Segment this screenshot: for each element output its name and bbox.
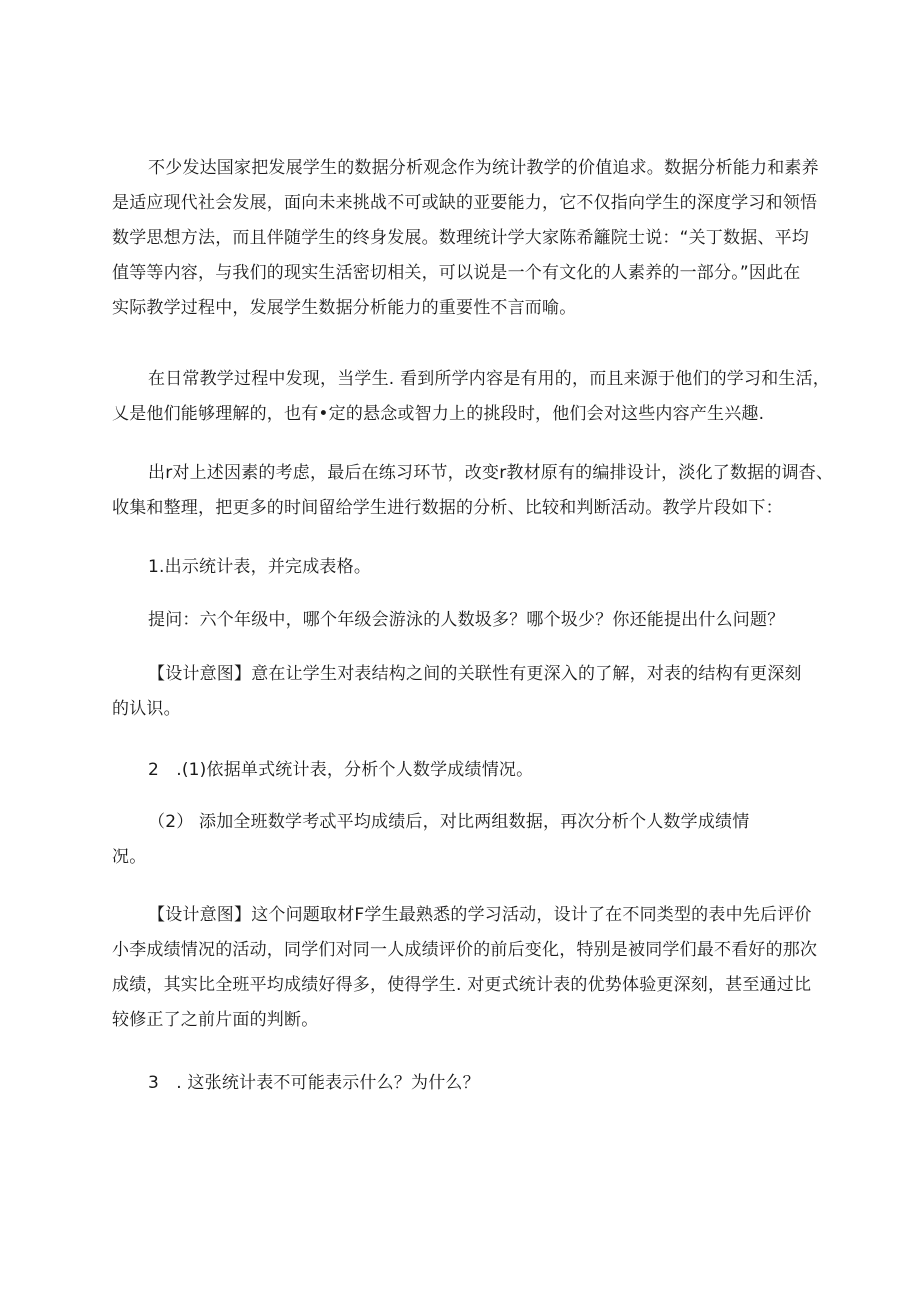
text-line: 况。 [112, 847, 147, 867]
paragraph-design [112, 456, 834, 526]
question-1 [112, 603, 812, 638]
text-line: 数学思想方法，而且伴随学生的终身发展。数理统计学大家陈希籬院士说：“关丁数据、平均 [112, 228, 810, 248]
paragraph-observation [112, 362, 831, 432]
list-item-2 [112, 753, 812, 788]
text-line: 小李成绩情况的活动，同学们对同一人成绩评价的前后变化，特别是被同学们最不看好的那次 [112, 940, 818, 960]
list-item-1 [112, 550, 812, 585]
list-item-3 [112, 1066, 812, 1101]
text-line: 【设计意图】意在让学生对表结构之间的关联性有更深入的了解，对表的结构有更深刻 [148, 664, 802, 684]
text-line: 乂是他们能够理解的，也有•定的悬念或智力上的挑段时，他们会对这些内容产生兴趣. [112, 404, 765, 424]
text-line: 是适应现代社会发展，面向未来挑战不可或缺的亚要能力，它不仅指向学生的深度学习和领悟 [112, 193, 818, 213]
text-line: 提问：六个年级中，哪个年级会游泳的人数圾多？哪个圾少？你还能提出什么问题？ [148, 610, 785, 630]
text-line: 不少发达国家把发展学生的数据分析观念作为统计教学的价值追求。数据分析能力和素养 [148, 158, 819, 178]
text-line: 成绩，其实比全班平均成绩好得多，使得学生. 对更式统计表的优势体验更深刻，甚至通过比 [112, 975, 812, 995]
text-line: 收集和整理，把更多的时间留给学生进行数据的分析、比较和判断活动。教学片段如下： [112, 498, 783, 518]
text-line: 实际教学过程中，发展学生数据分析能力的重要性不言而喻。 [112, 298, 577, 318]
list-item-2-sub [112, 805, 812, 875]
design-intent-2 [112, 898, 818, 1038]
text-line: 出r对上述因素的考虑，最后在练习环节，改变r教材原有的编排设计，淡化了数据的调杳、 [148, 463, 834, 483]
text-line: （2） 添加全班数学考忒平均成绩后，对比两组数据，再次分析个人数学成绩情 [148, 812, 750, 832]
text-line: 在日常教学过程中发现，当学生. 看到所学内容是有用的，而且来源于他们的学习和生活， [148, 369, 831, 389]
design-intent-1 [112, 657, 812, 727]
text-line: 2 .(1)依据单式统计表，分析个人数学成绩情况。 [148, 760, 534, 780]
text-line: 【设计意图】这个问题取材F学生最熟悉的学习活动，设计了在不同类型的表中先后评价 [148, 905, 812, 925]
text-line: 1.出示统计表，并完成表格。 [148, 557, 372, 577]
text-line: 较修正了之前片面的判断。 [112, 1010, 319, 1030]
text-line: 3 . 这张统计表不可能表示什么？为什么？ [148, 1073, 480, 1093]
text-line: 的认识。 [112, 699, 181, 719]
text-line: 值等等内容，与我们的现实生活密切相关，可以说是一个有文化的人素养的一部分。”因此在 [112, 263, 801, 283]
paragraph-intro [112, 151, 819, 326]
